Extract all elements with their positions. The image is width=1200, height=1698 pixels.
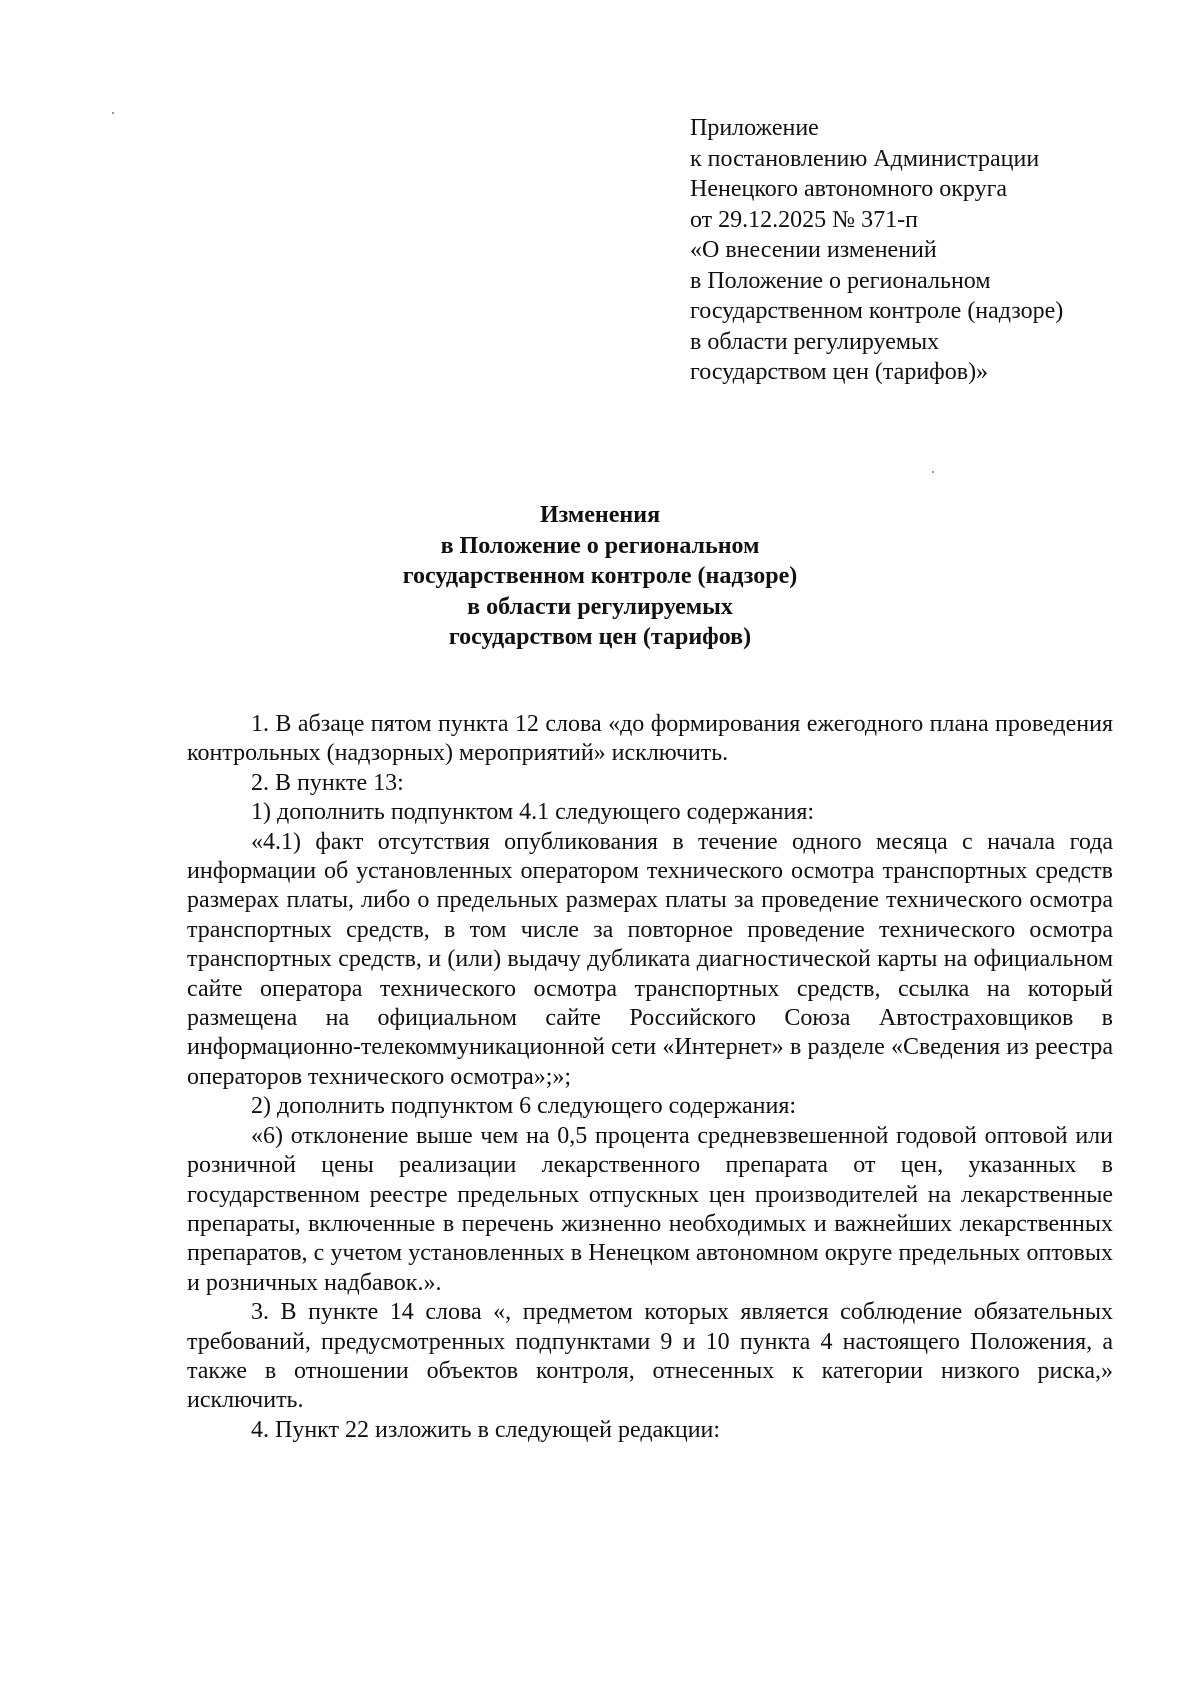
paragraph-item-3: 3. В пункте 14 слова «, предметом которых является соблюдение обязательных требований, предусмотренных подпунктами 9 и 10 пункта 4 настоящего Положения, а также в отношении объектов контроля, отнесенных к категории низкого риска,» исключить.	[187, 1299, 1113, 1414]
appendix-line: от 29.12.2025 № 371-п	[690, 206, 918, 233]
appendix-line: Ненецкого автономного округа	[690, 176, 1008, 202]
title-line: Изменения	[539, 502, 661, 528]
appendix-line: «О внесении изменений	[690, 237, 937, 263]
appendix-line: к постановлению Администрации	[690, 145, 1040, 172]
paragraph-item-2: 2. В пункте 13:	[251, 769, 404, 796]
paragraph-quote-4-1: «4.1) факт отсутствия опубликования в течение одного месяца с начала года информации об установленных оператором технического осмотра транспортных средств размерах платы, либо о предельных размерах платы за проведение технического осмотра транспортных средств, в том числе за повторное проведение технического осмотра транспортных средств, и (или) выдачу дубликата диагностической карты на официальном сайте оператора технического осмотра транспортных средств, ссылка на который размещена на официальном сайте Российского Союза Автостраховщиков в информационно-телекоммуникационной сети «Интернет» в разделе «Сведения из реестра операторов технического осмотра»;»;	[187, 828, 1113, 1090]
document-body	[187, 710, 1113, 1445]
appendix-line: государством цен (тарифов)»	[690, 359, 989, 385]
appendix-line: в области регулируемых	[690, 328, 940, 355]
title-line: государством цен (тарифов)	[448, 624, 752, 650]
title-line: государственном контроле (надзоре)	[402, 563, 798, 589]
paragraph-subitem-2: 2) дополнить подпунктом 6 следующего содержания:	[251, 1093, 797, 1120]
appendix-line: Приложение	[690, 115, 819, 141]
appendix-header	[690, 113, 1160, 388]
appendix-line: в Положение о региональном	[690, 267, 991, 294]
document-title	[200, 500, 1000, 653]
scan-speck	[112, 112, 114, 114]
paragraph-subitem-1: 1) дополнить подпунктом 4.1 следующего содержания:	[251, 799, 815, 826]
paragraph-item-1: 1. В абзаце пятом пункта 12 слова «до формирования ежегодного плана проведения контрольных (надзорных) мероприятий» исключить.	[187, 711, 1113, 767]
paragraph-quote-6: «6) отклонение выше чем на 0,5 процента средневзвешенной годовой оптовой или розничной цены реализации лекарственного препарата от цен, указанных в государственном реестре предельных отпускных цен производителей на лекарственные препараты, включенные в перечень жизненно необходимых и важнейших лекарственных препаратов, с учетом установленных в Ненецком автономном округе предельных оптовых и розничных надбавок.».	[187, 1122, 1113, 1296]
paragraph-item-4: 4. Пункт 22 изложить в следующей редакции:	[251, 1416, 721, 1443]
title-line: в Положение о региональном	[440, 532, 760, 559]
appendix-line: государственном контроле (надзоре)	[690, 298, 1064, 324]
scan-speck	[932, 471, 934, 473]
title-line: в области регулируемых	[467, 593, 733, 620]
